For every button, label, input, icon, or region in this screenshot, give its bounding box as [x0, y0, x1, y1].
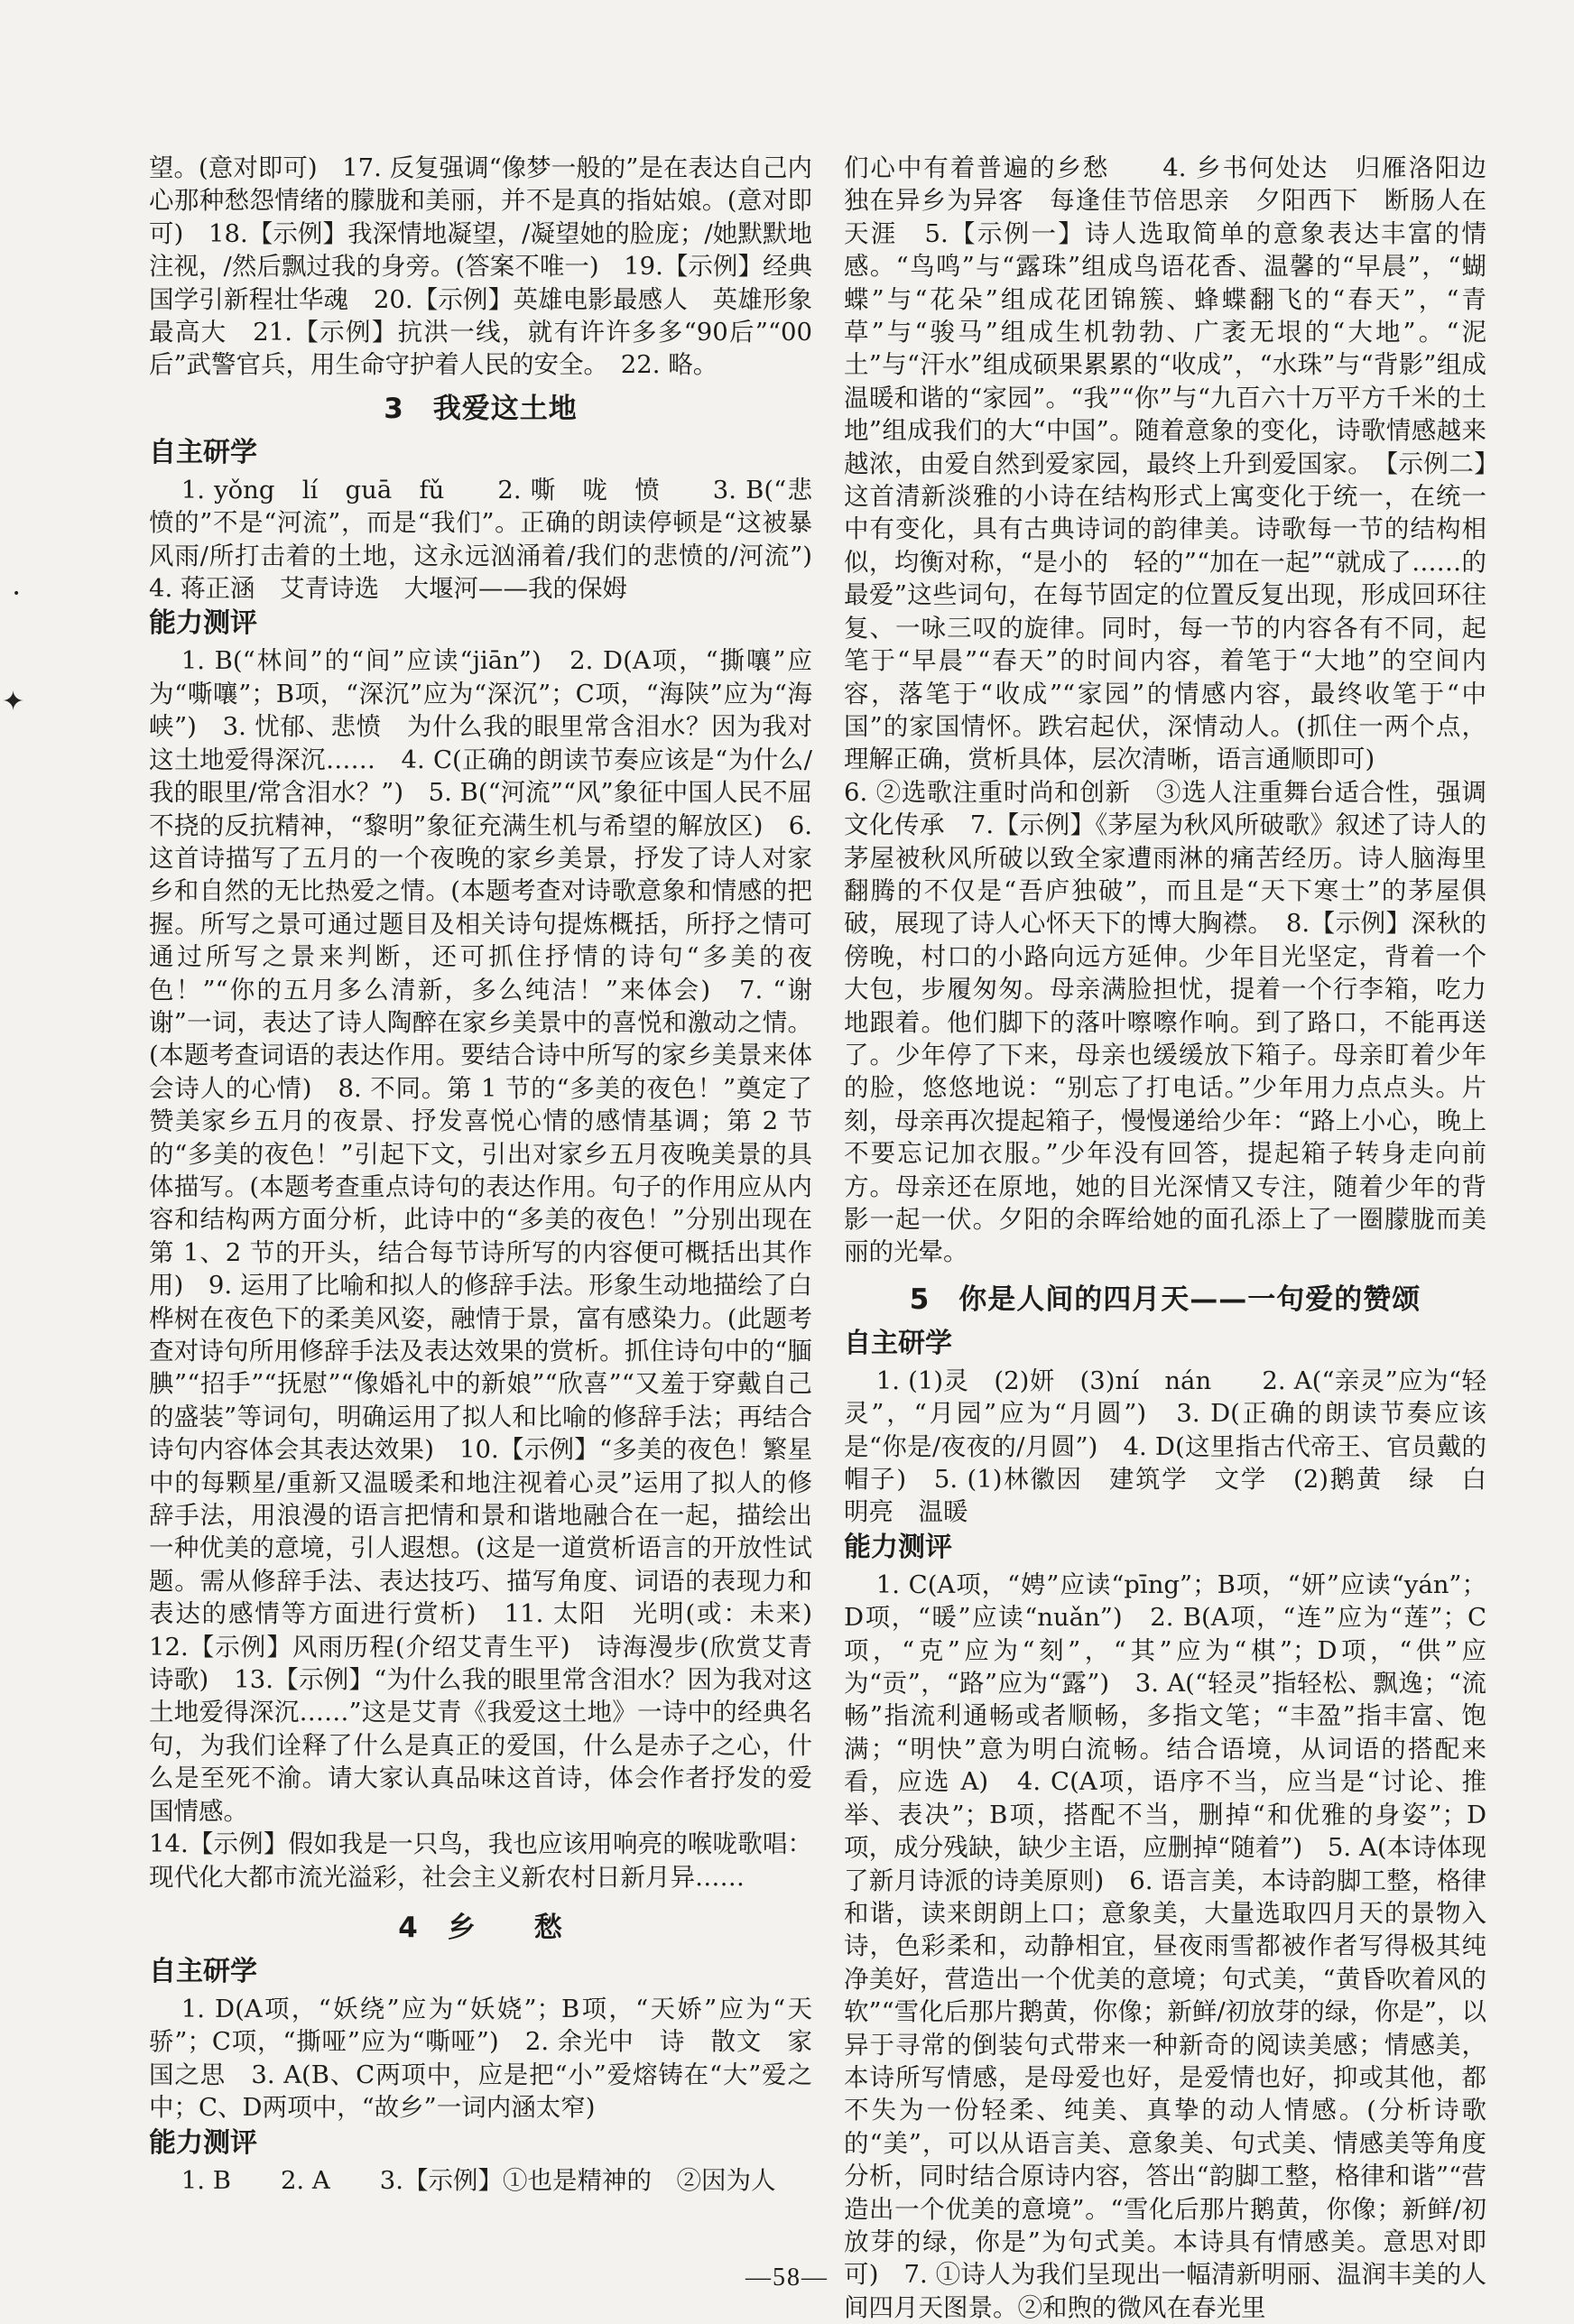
lesson-5-nengli-heading: 能力测评	[844, 1531, 952, 1563]
left-column	[149, 152, 838, 2197]
lesson-4-q6-q8: 6. ②选歌注重时尚和创新 ③选人注重舞台适合性，强调文化传承 7.【示例】《茅屋为秋风所破歌》叙述了诗人的茅屋被秋风所破以致全家遭雨淋的痛苦经历。诗人脑海里翻腾的不仅是“吾庐独破”，而且是“天下寒士”的茅屋俱破，展现了诗人心怀天下的博大胸襟。 8.【示例】深秋的傍晚，村口的小路向远方延伸。少年目光坚定，背着一个大包，步履匆匆。母亲满脸担忧，提着一个行李箱，吃力地跟着。他们脚下的落叶嚓嚓作响。到了路口，不能再送了。少年停了下来，母亲也缓缓放下箱子。母亲盯着少年的脸，悠悠地说：“别忘了打电话。”少年用力点点头。片刻，母亲再次提起箱子，慢慢递给少年：“路上小心，晚上不要忘记加衣服。”少年没有回答，提起箱子转身走向前方。母亲还在原地，她的目光深情又专注，随着少年的背影一起一伏。夕阳的余晖给她的面孔添上了一圈朦胧而美丽的光晕。	[844, 777, 1486, 1267]
lesson-3-zizhu-heading: 自主研学	[149, 436, 257, 468]
lesson-4-zizhu-heading: 自主研学	[149, 1955, 257, 1987]
margin-dot-mark: •	[13, 587, 21, 601]
lesson-3-title: 3 我爱这土地	[384, 392, 578, 425]
lesson-5-zizhu-answers: 1. (1)灵 (2)妍 (3)ní nán 2. A(“亲灵”应为“轻灵”，“月园”应为“月圆”) 3. D(正确的朗读节奏应该是“你是/夜夜的/月圆”) 4. D(这里指古代帝王、官员戴的帽子) 5. (1)林徽因 建筑学 文学 (2)鹅黄 绿 白 明亮 温暖	[844, 1366, 1512, 1527]
lesson-4-nengli-heading: 能力测评	[149, 2126, 257, 2159]
right-column	[844, 152, 1512, 2324]
answer-block-2-continued: 望。(意对即可) 17. 反复强调“像梦一般的”是在表达自己内心那种愁怨情绪的朦胧和美丽，并不是真的指姑娘。(意对即可) 18.【示例】我深情地凝望，/凝望她的脸庞；/她默默地注视，/然后飘过我的身旁。(答案不唯一) 19.【示例】经典国学引新程壮华魂 20.【示例】英雄电影最感人 英雄形象最高大 21.【示例】抗洪一线，就有许许多多“90后”“00后”武警官兵，用生命守护着人民的安全。 22. 略。	[149, 153, 812, 380]
page-number: —58—	[745, 2264, 829, 2292]
lesson-5-title: 5 你是人间的四月天——一句爱的赞颂	[909, 1282, 1421, 1316]
lesson-5-zizhu-heading: 自主研学	[844, 1327, 952, 1359]
lesson-4-answers-continued: 们心中有着普遍的乡愁 4. 乡书何处达 归雁洛阳边 独在异乡为异客 每逢佳节倍思亲 夕阳西下 断肠人在天涯 5.【示例一】诗人选取简单的意象表达丰富的情感。“鸟鸣”与“露珠”组成鸟语花香、温馨的“早晨”，“蝴蝶”与“花朵”组成花团锦簇、蜂蝶翻飞的“春天”，“青草”与“骏马”组成生机勃勃、广袤无垠的“大地”。“泥土”与“汗水”组成硕果累累的“收成”，“水珠”与“背影”组成温暖和谐的“家园”。“我”“你”与“九百六十万平方千米的土地”组成我们的大“中国”。随着意象的变化，诗歌情感越来越浓，由爱自然到爱家园，最终上升到爱国家。 【示例二】这首清新淡雅的小诗在结构形式上寓变化于统一，在统一中有变化，具有古典诗词的韵律美。诗歌每一节的结构相似，均衡对称，“是小的 轻的”“加在一起”“就成了……的最爱”这些词句，在每节固定的位置反复出现，形成回环往复、一咏三叹的旋律。同时，每一节的内容各有不同，起笔于“早晨”“春天”的时间内容，着笔于“大地”的空间内容，落笔于“收成”“家园”的情感内容，最终收笔于“中国”的家国情怀。跌宕起伏，深情动人。(抓住一两个点，理解正确，赏析具体，层次清晰，语言通顺即可)	[844, 153, 1512, 774]
lesson-5-nengli-answers: 1. C(A项，“娉”应读“pīng”；B项，“妍”应读“yán”；D项，“暖”应读“nuǎn”) 2. B(A项，“连”应为“莲”；C项，“克”应为“刻”，“其”应为“棋”；D项，“供”应为“贡”，“路”应为“露”) 3. A(“轻灵”指轻松、飘逸；“流畅”指流利通畅或者顺畅，多指文笔；“丰盈”指丰富、饱满；“明快”意为明白流畅。结合语境，从词语的搭配来看，应选 A) 4. C(A项，语序不当，应当是“讨论、推举、表决”；B项，搭配不当，删掉“和优雅的身姿”；D项，成分残缺，缺少主语，应删掉“随着”) 5. A(本诗体现了新月诗派的诗美原则) 6. 语言美，本诗韵脚工整，格律和谐，读来朗朗上口；意象美，大量选取四月天的景物入诗，色彩柔和，动静相宜，昼夜雨雪都被作者写得极其纯净美好，营造出一个优美的意境；句式美，“黄昏吹着风的软”“雪化后那片鹅黄，你像；新鲜/初放芽的绿，你是”，以异于寻常的倒装句式带来一种新奇的阅读美感；情感美，本诗所写情感，是母爱也好，是爱情也好，抑或其他，都不失为一份轻柔、纯美、真挚的动人情感。(分析诗歌的“美”，可以从语言美、意象美、句式美、情感美等角度分析，同时结合原诗内容，答出“韵脚工整，格律和谐”“营造出一个优美的意境”。“雪化后那片鹅黄，你像；新鲜/初放芽的绿，你是”为句式美。本诗具有情感美。意思对即可) 7. ①诗人为我们呈现出一幅清新明丽、温润丰美的人间四月天图景。②和煦的微风在春光里	[844, 1569, 1486, 2322]
lesson-4-zizhu-answers: 1. D(A项，“妖绕”应为“妖娆”；B项，“天娇”应为“天骄”；C项，“撕哑”应为“嘶哑”) 2. 余光中 诗 散文 家国之思 3. A(B、C两项中，应是把“小”爱熔铸在“大”爱之中；C、D两项中，“故乡”一词内涵太窄)	[149, 1994, 812, 2123]
margin-binding-mark: ✦	[2, 686, 25, 718]
lesson-3-nengli-answers: 1. B(“林间”的“间”应读“jiān”) 2. D(A项，“撕嚷”应为“嘶嚷”；B项，“深沉”应为“深沉”；C项，“海陕”应为“海峡”) 3. 忧郁、悲愤 为什么我的眼里常含泪水？因为我对这土地爱得深沉…… 4. C(正确的朗读节奏应该是“为什么/我的眼里/常含泪水？”) 5. B(“河流”“风”象征中国人民不屈不挠的反抗精神，“黎明”象征充满生机与希望的解放区) 6. 这首诗描写了五月的一个夜晚的家乡美景，抒发了诗人对家乡和自然的无比热爱之情。(本题考查对诗歌意象和情感的把握。所写之景可通过题目及相关诗句提炼概括，所抒之情可通过所写之景来判断，还可抓住抒情的诗句“多美的夜色！”“你的五月多么清新，多么纯洁！”来体会) 7. “谢谢”一词，表达了诗人陶醉在家乡美景中的喜悦和激动之情。(本题考查词语的表达作用。要结合诗中所写的家乡美景来体会诗人的心情) 8. 不同。第 1 节的“多美的夜色！”奠定了赞美家乡五月的夜景、抒发喜悦心情的感情基调；第 2 节的“多美的夜色！”引起下文，引出对家乡五月夜晚美景的具体描写。(本题考查重点诗句的表达作用。句子的作用应从内容和结构两方面分析，此诗中的“多美的夜色！”分别出现在第 1、2 节的开头，结合每节诗所写的内容便可概括出其作用) 9. 运用了比喻和拟人的修辞手法。形象生动地描绘了白桦树在夜色下的柔美风姿，融情于景，富有感染力。(此题考查对诗句所用修辞手法及表达效果的赏析。抓住诗句中的“腼腆”“招手”“抚慰”“像婚礼中的新娘”“欣喜”“又羞于穿戴自己的盛装”等词句，明确运用了拟人和比喻的修辞手法；再结合诗句内容体会其表达效果) 10.【示例】“多美的夜色！繁星中的每颗星/重新又温暖柔和地注视着心灵”运用了拟人的修辞手法，用浪漫的语言把情和景和谐地融合在一起，描绘出一种优美的意境，引人遐想。(这是一道赏析语言的开放性试题。需从修辞手法、表达技巧、描写角度、词语的表现力和表达的感情等方面进行赏析) 11. 太阳 光明(或：未来) 12.【示例】风雨历程(介绍艾青生平) 诗海漫步(欣赏艾青诗歌) 13.【示例】“为什么我的眼里常含泪水？因为我对这土地爱得深沉……”这是艾青《我爱这土地》一诗中的经典名句，为我们诠释了什么是真正的爱国，什么是赤子之心，什么是至死不渝。请大家认真品味这首诗，体会作者抒发的爱国情感。	[149, 646, 838, 1826]
lesson-3-q14: 14.【示例】假如我是一只鸟，我也应该用响亮的喉咙歌唱：现代化大都市流光溢彩，社会主义新农村日新月异……	[149, 1829, 812, 1892]
lesson-3-zizhu-answers: 1. yǒng lí guā fǔ 2. 嘶 咙 愤 3. B(“悲愤的”不是“河流”，而是“我们”。正确的朗读停顿是“这被暴风雨/所打击着的土地，这永远汹涌着/我们的悲愤的/河流”) 4. 蒋正涵 艾青诗选 大堰河——我的保姆	[149, 475, 838, 604]
lesson-4-title: 4 乡 愁	[398, 1911, 563, 1944]
lesson-3-nengli-heading: 能力测评	[149, 607, 257, 640]
lesson-4-nengli-answers: 1. B 2. A 3.【示例】①也是精神的 ②因为人	[181, 2165, 776, 2195]
